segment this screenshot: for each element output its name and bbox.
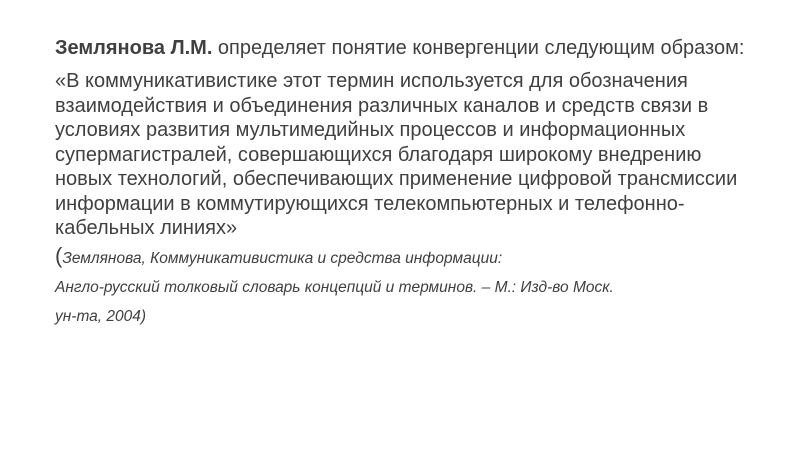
citation-line-3: ун-та, 2004) (55, 307, 147, 325)
intro-text: определяет понятие конвергенции следующим образом: (212, 37, 745, 59)
intro-paragraph (55, 36, 755, 61)
slide-content (55, 36, 755, 331)
citation-line-2: Англо-русский толковый словарь концепций и терминов. – М.: Изд-во Моск. (55, 278, 614, 296)
citation-source: Землянова, Коммуникативистика и средства информации: (62, 249, 503, 267)
citation-open-paren: ( (55, 242, 63, 268)
citation-line-1 (55, 241, 755, 273)
definition-quote: «В коммуникативистике этот термин используется для обозначения взаимодействия и объединения различных каналов и средств связи в условиях развития мультимедийных процессов и информационных супермагистралей, совершающихся благодаря широкому внедрению новых технологий, обеспечивающих применение цифровой трансмиссии информации в коммутирующихся телекомпьютерных и телефонно- кабельных линиях» (55, 70, 738, 239)
author-name: Землянова Л.М. (55, 37, 213, 59)
